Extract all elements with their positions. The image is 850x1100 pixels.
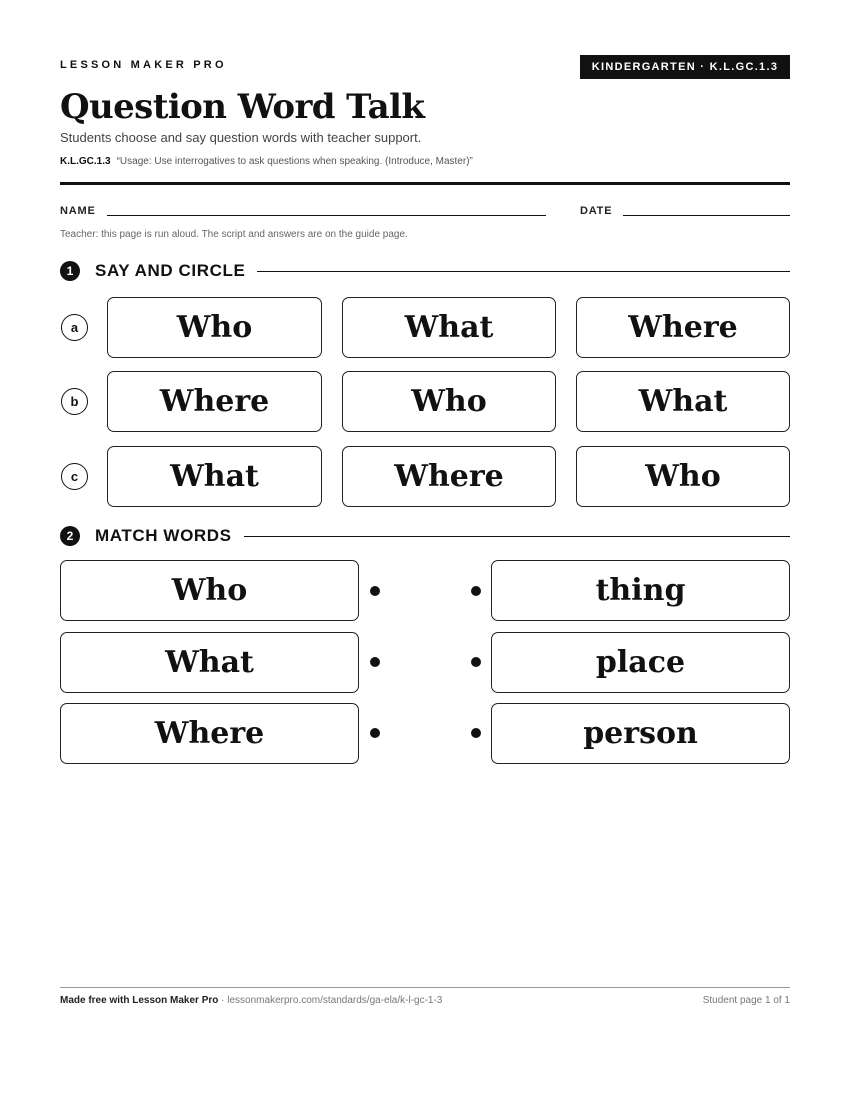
match-left-3[interactable]: Where xyxy=(60,703,359,764)
page-title: Question Word Talk xyxy=(60,87,425,127)
word-choice-a-1[interactable]: Who xyxy=(107,297,322,358)
match-right-1[interactable]: thing xyxy=(491,560,790,621)
teacher-note: Teacher: this page is run aloud. The script and answers are on the guide page. xyxy=(60,229,408,240)
standard-code: K.L.GC.1.3 xyxy=(60,156,111,167)
name-field[interactable] xyxy=(107,215,546,216)
match-dot-right-2[interactable] xyxy=(471,657,481,667)
section-divider xyxy=(257,271,790,272)
match-left-1[interactable]: Who xyxy=(60,560,359,621)
section-title: MATCH WORDS xyxy=(95,526,232,545)
section-match-words-header xyxy=(60,524,790,548)
standard-line xyxy=(60,156,473,167)
section-say-and-circle-header xyxy=(60,259,790,283)
word-choice-c-2[interactable]: Where xyxy=(342,446,556,507)
footer-page-number: Student page 1 of 1 xyxy=(702,995,790,1006)
page-subtitle: Students choose and say question words with teacher support. xyxy=(60,130,422,145)
word-choice-b-2[interactable]: Who xyxy=(342,371,556,432)
header-divider xyxy=(60,182,790,185)
standard-text: “Usage: Use interrogatives to ask questions when speaking. (Introduce, Master)” xyxy=(116,156,473,167)
match-left-2[interactable]: What xyxy=(60,632,359,693)
section-number-badge: 2 xyxy=(60,526,80,546)
word-choice-a-3[interactable]: Where xyxy=(576,297,790,358)
match-dot-left-2[interactable] xyxy=(370,657,380,667)
word-choice-c-1[interactable]: What xyxy=(107,446,322,507)
row-letter-a: a xyxy=(61,314,88,341)
date-label: DATE xyxy=(580,205,613,217)
match-dot-left-3[interactable] xyxy=(370,728,380,738)
footer-divider xyxy=(60,987,790,988)
brand-name: LESSON MAKER PRO xyxy=(60,59,227,71)
grade-badge: KINDERGARTEN · K.L.GC.1.3 xyxy=(580,55,790,79)
section-title: SAY AND CIRCLE xyxy=(95,261,246,280)
word-choice-b-3[interactable]: What xyxy=(576,371,790,432)
match-right-2[interactable]: place xyxy=(491,632,790,693)
match-dot-right-3[interactable] xyxy=(471,728,481,738)
date-field[interactable] xyxy=(623,215,790,216)
match-dot-right-1[interactable] xyxy=(471,586,481,596)
match-right-3[interactable]: person xyxy=(491,703,790,764)
footer-made-with: Made free with Lesson Maker Pro xyxy=(60,995,219,1006)
row-letter-b: b xyxy=(61,388,88,415)
word-choice-c-3[interactable]: Who xyxy=(576,446,790,507)
footer-credit xyxy=(60,995,442,1006)
section-number-badge: 1 xyxy=(60,261,80,281)
word-choice-b-1[interactable]: Where xyxy=(107,371,322,432)
match-dot-left-1[interactable] xyxy=(370,586,380,596)
name-label: NAME xyxy=(60,205,96,217)
row-letter-c: c xyxy=(61,463,88,490)
section-divider xyxy=(244,536,790,537)
word-choice-a-2[interactable]: What xyxy=(342,297,556,358)
footer-url[interactable]: · lessonmakerpro.com/standards/ga-ela/k-l-gc-1-3 xyxy=(218,995,443,1006)
